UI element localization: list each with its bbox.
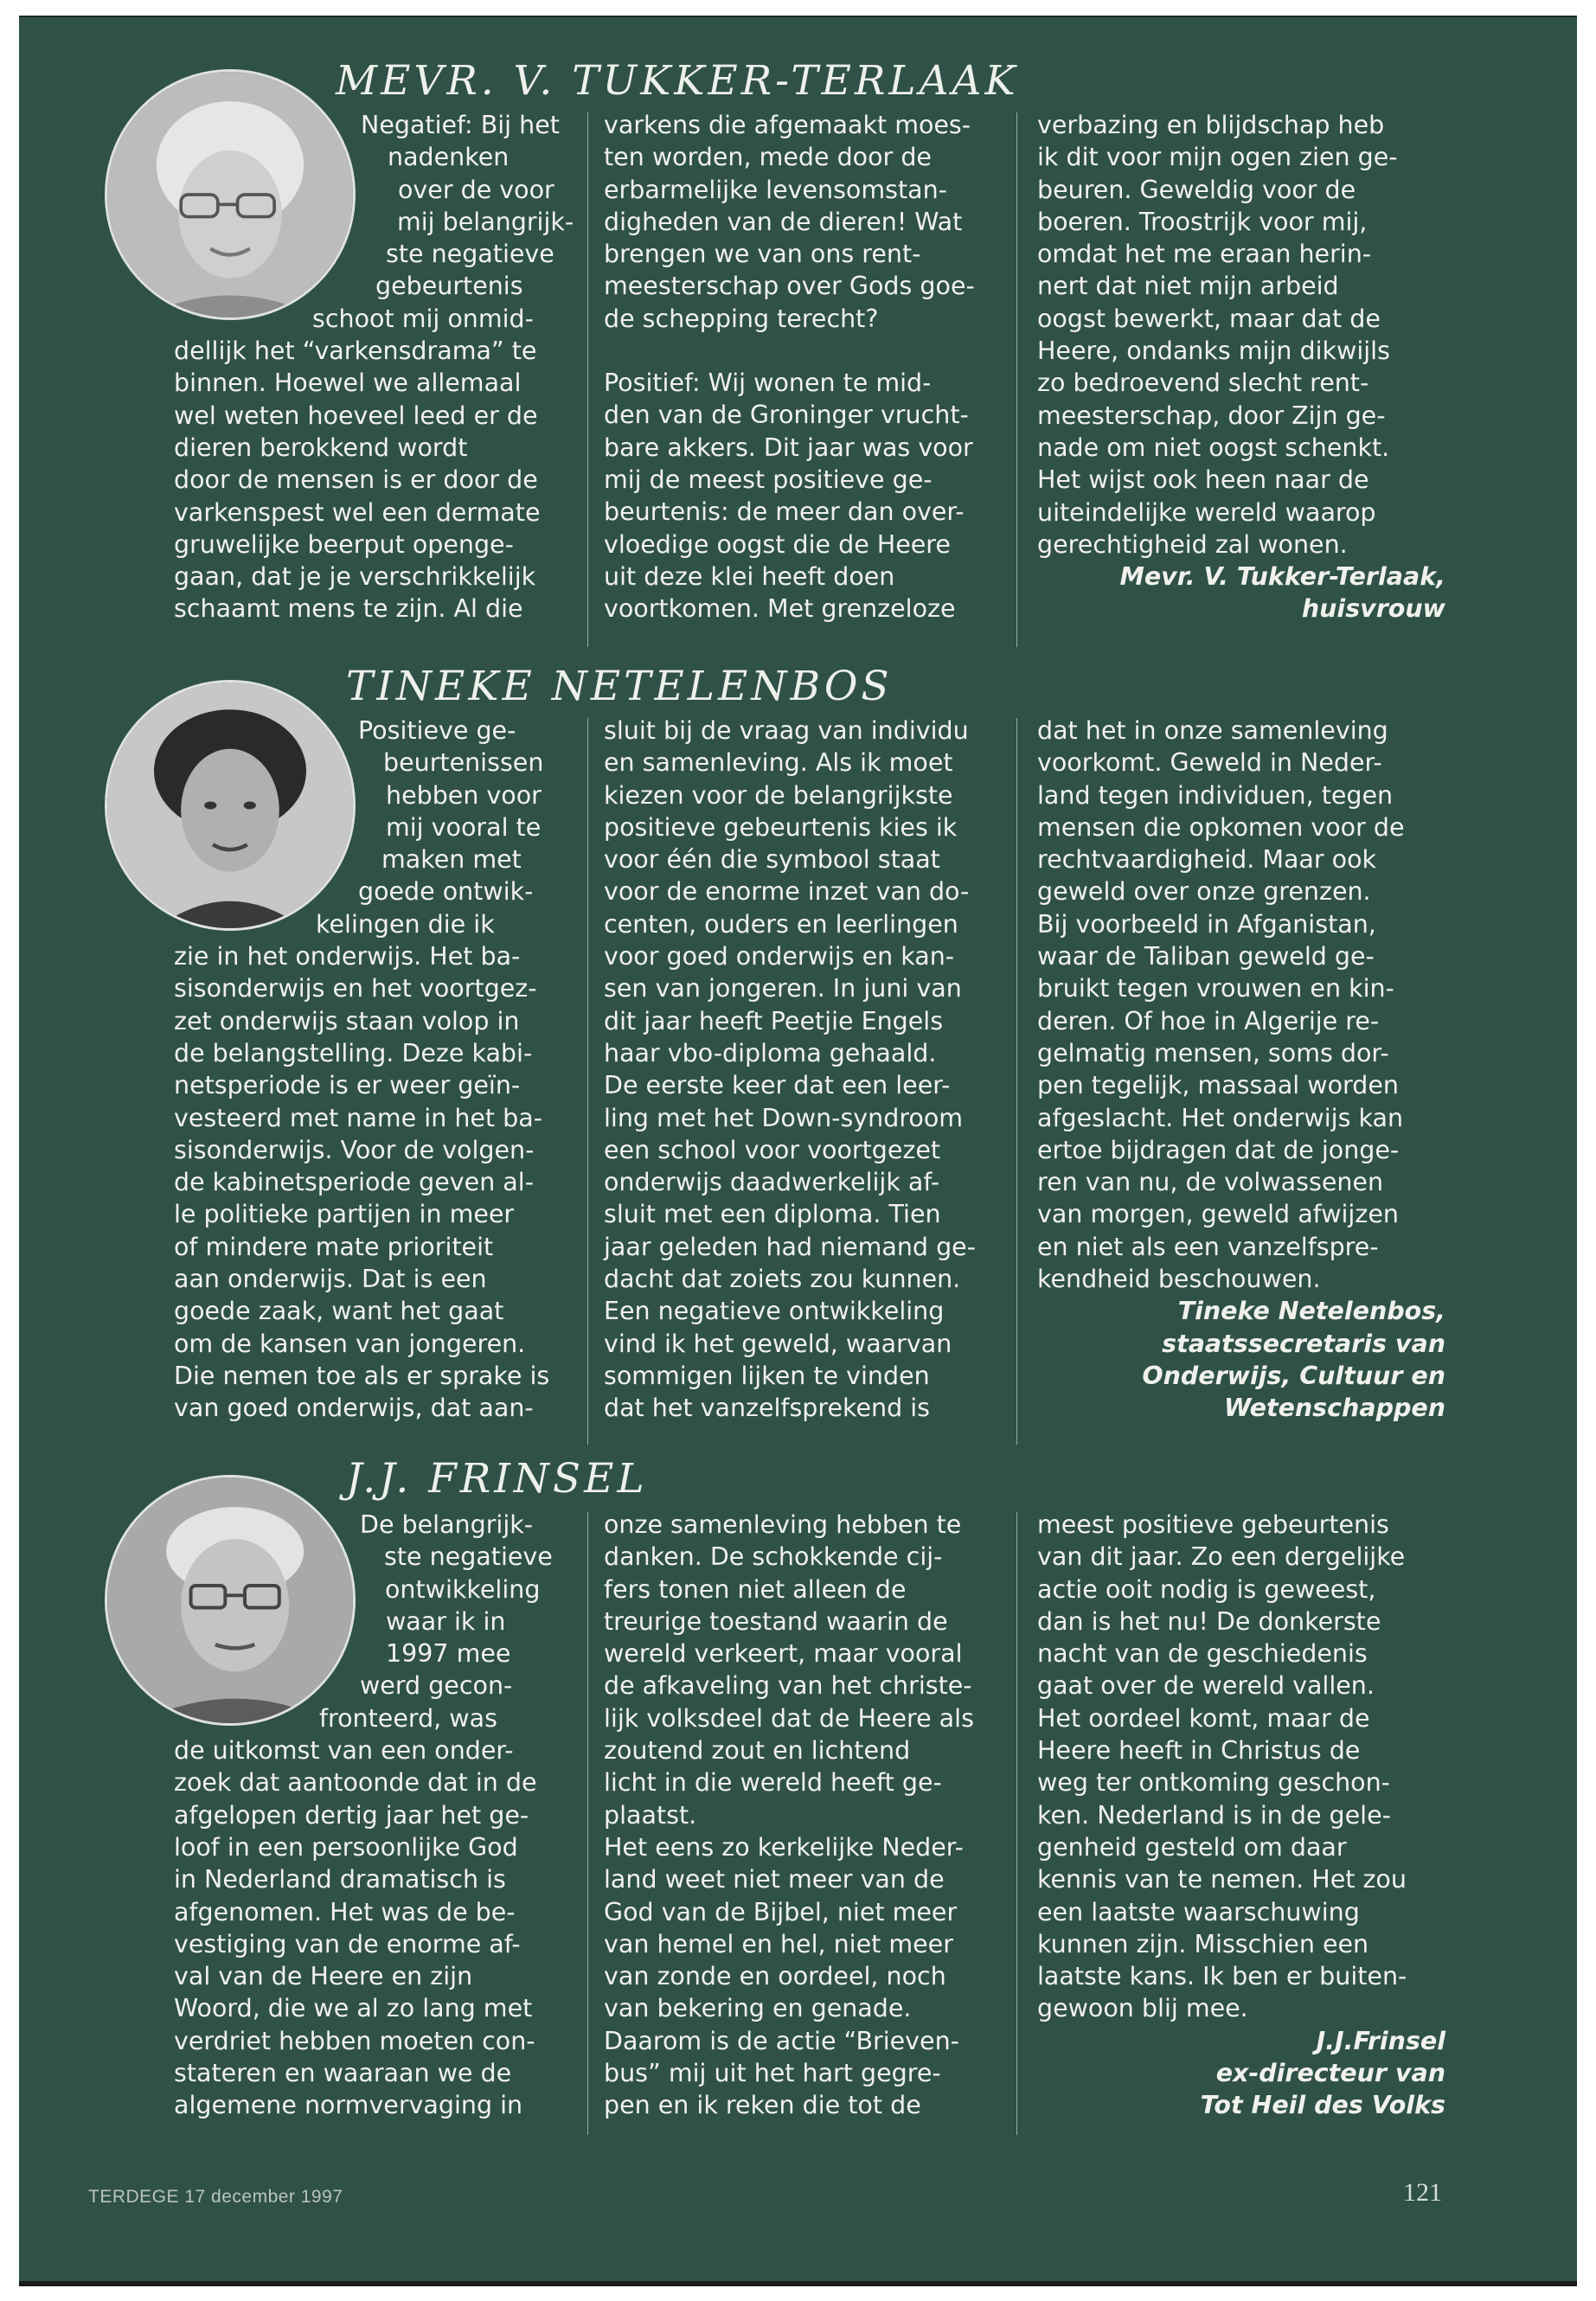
column-divider [587, 1512, 588, 2135]
text-line: nacht van de geschiedenis [1037, 1639, 1368, 1669]
text-line: dacht dat zoiets zou kunnen. [604, 1265, 961, 1294]
text-line: positieve gebeurtenis kies ik [604, 812, 958, 842]
text-line: van dit jaar. Zo een dergelijke [1037, 1542, 1406, 1572]
text-line: weg ter ontkoming geschon- [1037, 1768, 1390, 1798]
section-heading: MEVR. V. TUKKER-TERLAAK [336, 57, 1019, 105]
section-heading: J.J. FRINSEL [346, 1455, 648, 1503]
text-line: vesteerd met name in het ba- [174, 1103, 542, 1132]
text-line: in Nederland dramatisch is [174, 1865, 506, 1894]
text-line: kennis van te nemen. Het zou [1037, 1865, 1407, 1894]
text-line: onderwijs daadwerkelijk af- [604, 1168, 940, 1197]
text-line: licht in die wereld heeft ge- [604, 1768, 942, 1798]
text-line: sen van jongeren. In juni van [604, 974, 962, 1003]
text-line: ertoe bijdragen dat de jonge- [1037, 1135, 1400, 1164]
article-column-2 [604, 715, 1010, 1425]
paragraph-gap [604, 335, 1010, 367]
text-line: afgelopen dertig jaar het ge- [174, 1800, 529, 1830]
text-line: door de mensen is er door de [174, 465, 538, 495]
text-line: van bekering en genade. [604, 1994, 912, 2023]
text-line: zie in het onderwijs. Het ba- [174, 942, 521, 971]
text-line: en niet als een vanzelfspre- [1037, 1232, 1379, 1261]
text-line: dit jaar heeft Peetjie Engels [604, 1006, 944, 1035]
text-line: gaat over de wereld vallen. [1037, 1671, 1375, 1701]
text-line: gaan, dat je je verschrikkelijk [174, 562, 536, 592]
section-heading: TINEKE NETELENBOS [346, 663, 893, 710]
text-line: oogst bewerkt, maar dat de [1037, 304, 1381, 333]
text-line: uiteindelijke wereld waarop [1037, 497, 1376, 527]
text-line: gerechtigheid zal wonen. [1037, 529, 1348, 559]
text-line: gewoon blij mee. [1037, 1994, 1248, 2023]
text-line: de afkaveling van het christe- [604, 1671, 972, 1701]
text-line: Het eens zo kerkelijke Neder- [604, 1832, 964, 1862]
text-line: bruikt tegen vrouwen en kin- [1037, 974, 1394, 1003]
author-signature [1037, 2025, 1445, 2122]
publication-footer: TERDEGE 17 december 1997 [88, 2187, 343, 2207]
text-line: haar vbo-diploma gehaald. [604, 1038, 937, 1067]
text-line: de kabinetsperiode geven al- [174, 1168, 534, 1197]
text-line: schoot mij onmid- [312, 304, 534, 333]
text-line: onze samenleving hebben te [604, 1510, 962, 1539]
text-line: nadenken [388, 143, 510, 172]
text-line: land weet niet meer van de [604, 1865, 945, 1894]
column-divider [1016, 1512, 1017, 2135]
text-line: ik dit voor mijn ogen zien ge- [1037, 143, 1398, 172]
text-line: Daarom is de actie “Brieven- [604, 2026, 959, 2055]
text-line: sisonderwijs. Voor de volgen- [174, 1135, 535, 1164]
text-line: of mindere mate prioriteit [174, 1232, 494, 1261]
article-column-3 [1037, 109, 1461, 625]
column-divider [1016, 718, 1017, 1445]
article-column-3 [1037, 1509, 1461, 2122]
text-line: sisonderwijs en het voortgez- [174, 974, 537, 1003]
text-line: meesterschap over Gods goe- [604, 272, 975, 301]
text-line: meesterschap, door Zijn ge- [1037, 401, 1386, 430]
text-line: Positief: Wij wonen te mid- [604, 369, 932, 398]
text-line: wereld verkeert, maar vooral [604, 1639, 963, 1669]
text-line: voorkomt. Geweld in Neder- [1037, 748, 1382, 778]
author-signature [1037, 1295, 1445, 1424]
text-line: verbazing en blijdschap heb [1037, 111, 1385, 139]
signature-line: Tineke Netelenbos, [1177, 1297, 1445, 1326]
article-column-2 [604, 109, 1010, 625]
text-line: kiezen voor de belangrijkste [604, 780, 953, 810]
text-line: vestiging van de enorme af- [174, 1929, 521, 1958]
text-line: gruwelijke beerput openge- [174, 529, 514, 559]
text-line: De eerste keer dat een leer- [604, 1071, 951, 1100]
text-line: gelmatig mensen, soms dor- [1037, 1038, 1389, 1067]
text-line: ken. Nederland is in de gele- [1037, 1800, 1391, 1830]
text-line: Een negatieve ontwikkeling [604, 1297, 945, 1326]
text-line: Die nemen toe als er sprake is [174, 1361, 550, 1390]
text-line: Woord, die we al zo lang met [174, 1994, 533, 2023]
signature-line: Wetenschappen [1224, 1394, 1445, 1423]
text-line: boeren. Troostrijk voor mij, [1037, 207, 1368, 236]
text-line: bus” mij uit het hart gegre- [604, 2059, 941, 2088]
text-line: afgenomen. Het was de be- [174, 1897, 516, 1926]
text-line: wel weten hoeveel leed er de [174, 401, 538, 430]
text-line: pen tegelijk, massaal worden [1037, 1071, 1399, 1100]
text-line: mij belangrijk- [397, 207, 574, 236]
signature-line: Tot Heil des Volks [1200, 2091, 1445, 2120]
text-line: ontwikkeling [385, 1574, 541, 1604]
signature-line: Onderwijs, Cultuur en [1142, 1361, 1445, 1390]
text-line: lijk volksdeel dat de Heere als [604, 1703, 974, 1733]
text-line: sluit met een diploma. Tien [604, 1200, 941, 1229]
text-line: beurtenissen [383, 748, 544, 778]
text-line: Bij voorbeeld in Afganistan, [1037, 909, 1376, 939]
text-line: ten worden, mede door de [604, 143, 932, 172]
text-line: aan onderwijs. Dat is een [174, 1265, 487, 1294]
text-line: dan is het nu! De donkerste [1037, 1606, 1381, 1636]
text-line: de schepping terecht? [604, 304, 879, 333]
text-line: 1997 mee [386, 1639, 511, 1669]
text-line: pen en ik reken die tot de [604, 2091, 921, 2120]
column-divider [587, 112, 588, 647]
text-line: voortkomen. Met grenzeloze [604, 594, 956, 624]
text-line: goede zaak, want het gaat [174, 1297, 504, 1326]
signature-line: ex-directeur van [1215, 2059, 1445, 2088]
text-line: dellijk het “varkensdrama” te [174, 336, 537, 366]
text-line: deren. Of hoe in Algerije re- [1037, 1006, 1380, 1035]
text-line: ste negatieve [386, 240, 554, 269]
text-line: actie ooit nodig is geweest, [1037, 1574, 1376, 1604]
text-line: genheid gesteld om daar [1037, 1832, 1347, 1862]
text-line: meest positieve gebeurtenis [1037, 1510, 1389, 1539]
text-line: een school voor voortgezet [604, 1135, 941, 1164]
text-line: de uitkomst van een onder- [174, 1736, 514, 1766]
text-line: fronteerd, was [319, 1703, 497, 1733]
text-line: over de voor [398, 175, 554, 204]
text-line: goede ontwik- [358, 877, 534, 907]
text-line: en samenleving. Als ik moet [604, 748, 953, 778]
author-signature [1037, 561, 1445, 625]
text-line: voor goed onderwijs en kan- [604, 942, 955, 971]
column-divider [1016, 112, 1017, 647]
text-line: gebeurtenis [375, 272, 523, 301]
text-line: Positieve ge- [358, 716, 516, 745]
text-line: laatste kans. Ik ben er buiten- [1037, 1962, 1407, 1991]
text-line: waar ik in [386, 1606, 506, 1636]
signature-line: huisvrouw [1301, 594, 1445, 624]
text-line: sommigen lijken te vinden [604, 1361, 930, 1390]
text-line: plaatst. [604, 1800, 697, 1830]
text-line: treurige toestand waarin de [604, 1606, 948, 1636]
text-line: schaamt mens te zijn. Al die [174, 594, 523, 624]
text-line: Het wijst ook heen naar de [1037, 465, 1369, 495]
article-column-2 [604, 1509, 1010, 2122]
text-line: maken met [381, 845, 522, 875]
text-line: beuren. Geweldig voor de [1037, 175, 1356, 204]
text-line: land tegen individuen, tegen [1037, 780, 1394, 810]
text-line: le politieke partijen in meer [174, 1200, 515, 1229]
text-line: beurtenis: de meer dan over- [604, 497, 965, 527]
text-line: De belangrijk- [360, 1510, 534, 1539]
text-line: Het oordeel komt, maar de [1037, 1703, 1370, 1733]
signature-line: Mevr. V. Tukker-Terlaak, [1119, 562, 1445, 592]
text-line: van zonde en oordeel, noch [604, 1962, 946, 1991]
article-column-3 [1037, 715, 1461, 1425]
text-line: om de kansen van jongeren. [174, 1329, 526, 1358]
text-line: verdriet hebben moeten con- [174, 2026, 535, 2055]
text-line: varkenspest wel een dermate [174, 497, 541, 527]
text-line: netsperiode is er weer geïn- [174, 1071, 521, 1100]
text-line: God van de Bijbel, niet meer [604, 1897, 958, 1926]
text-line: hebben voor [386, 780, 542, 810]
text-line: centen, ouders en leerlingen [604, 909, 958, 939]
text-line: digheden van de dieren! Wat [604, 207, 963, 236]
text-line: algemene normvervaging in [174, 2091, 523, 2120]
text-line: varkens die afgemaakt moes- [604, 111, 971, 139]
text-line: val van de Heere en zijn [174, 1962, 473, 1991]
text-line: binnen. Hoewel we allemaal [174, 369, 522, 398]
article-column-1 [174, 1509, 624, 2122]
text-line: uit deze klei heeft doen [604, 561, 895, 591]
text-line: brengen we van ons rent- [604, 240, 921, 269]
text-line: zoutend zout en lichtend [604, 1736, 911, 1766]
text-line: de belangstelling. Deze kabi- [174, 1038, 533, 1067]
text-line: dieren berokkend wordt [174, 433, 468, 462]
text-line: van goed onderwijs, dat aan- [174, 1394, 534, 1423]
text-line: Heere, ondanks mijn dikwijls [1037, 336, 1390, 366]
text-line: nert dat niet mijn arbeid [1037, 272, 1339, 301]
text-line: dat het vanzelfsprekend is [604, 1394, 931, 1423]
text-line: voor één die symbool staat [604, 845, 940, 875]
text-line: kelingen die ik [316, 909, 495, 939]
text-line: fers tonen niet alleen de [604, 1574, 907, 1604]
text-line: mij de meest positieve ge- [604, 465, 933, 494]
text-line: bare akkers. Dit jaar was voor [604, 433, 973, 462]
text-line: waar de Taliban geweld ge- [1037, 942, 1375, 971]
text-line: ste negatieve [384, 1542, 553, 1572]
page-number: 121 [1403, 2178, 1442, 2207]
text-line: jaar geleden had niemand ge- [604, 1232, 976, 1261]
text-line: van hemel en hel, niet meer [604, 1929, 953, 1958]
text-line: omdat het me eraan herin- [1037, 240, 1372, 269]
text-line: stateren en waaraan we de [174, 2059, 512, 2088]
text-line: rechtvaardigheid. Maar ook [1037, 845, 1377, 875]
signature-line: staatssecretaris van [1162, 1329, 1445, 1358]
text-line: sluit bij de vraag van individu [604, 716, 969, 745]
text-line: van morgen, geweld afwijzen [1037, 1200, 1399, 1229]
text-line: mensen die opkomen voor de [1037, 812, 1405, 842]
text-line: zet onderwijs staan volop in [174, 1006, 520, 1035]
article-column-1 [174, 715, 624, 1425]
text-line: vloedige oogst die de Heere [604, 529, 951, 559]
text-line: kunnen zijn. Misschien een [1037, 1929, 1369, 1958]
column-divider [587, 718, 588, 1445]
text-line: afgeslacht. Het onderwijs kan [1037, 1103, 1404, 1132]
text-line: den van de Groninger vrucht- [604, 401, 969, 430]
text-line: zoek dat aantoonde dat in de [174, 1768, 537, 1798]
article-column-1 [174, 109, 624, 625]
text-line: een laatste waarschuwing [1037, 1897, 1360, 1926]
text-line: ren van nu, de volwassenen [1037, 1168, 1384, 1197]
text-line: geweld over onze grenzen. [1037, 877, 1371, 907]
text-line: ling met het Down-syndroom [604, 1103, 964, 1132]
signature-line: J.J.Frinsel [1316, 2026, 1445, 2055]
text-line: voor de enorme inzet van do- [604, 877, 970, 907]
magazine-page [19, 16, 1577, 2286]
text-line: mij vooral te [386, 812, 542, 842]
text-line: loof in een persoonlijke God [174, 1832, 518, 1862]
text-line: werd gecon- [360, 1671, 513, 1701]
text-line: erbarmelijke levensomstan- [604, 175, 947, 204]
text-line: kendheid beschouwen. [1037, 1265, 1321, 1294]
text-line: Heere heeft in Christus de [1037, 1736, 1361, 1766]
text-line: danken. De schokkende cij- [604, 1542, 943, 1572]
text-line: dat het in onze samenleving [1037, 716, 1388, 745]
text-line: zo bedroevend slecht rent- [1037, 369, 1369, 398]
text-line: nade om niet oogst schenkt. [1037, 433, 1390, 462]
text-line: Negatief: Bij het [361, 111, 560, 139]
text-line: vind ik het geweld, waarvan [604, 1329, 952, 1358]
